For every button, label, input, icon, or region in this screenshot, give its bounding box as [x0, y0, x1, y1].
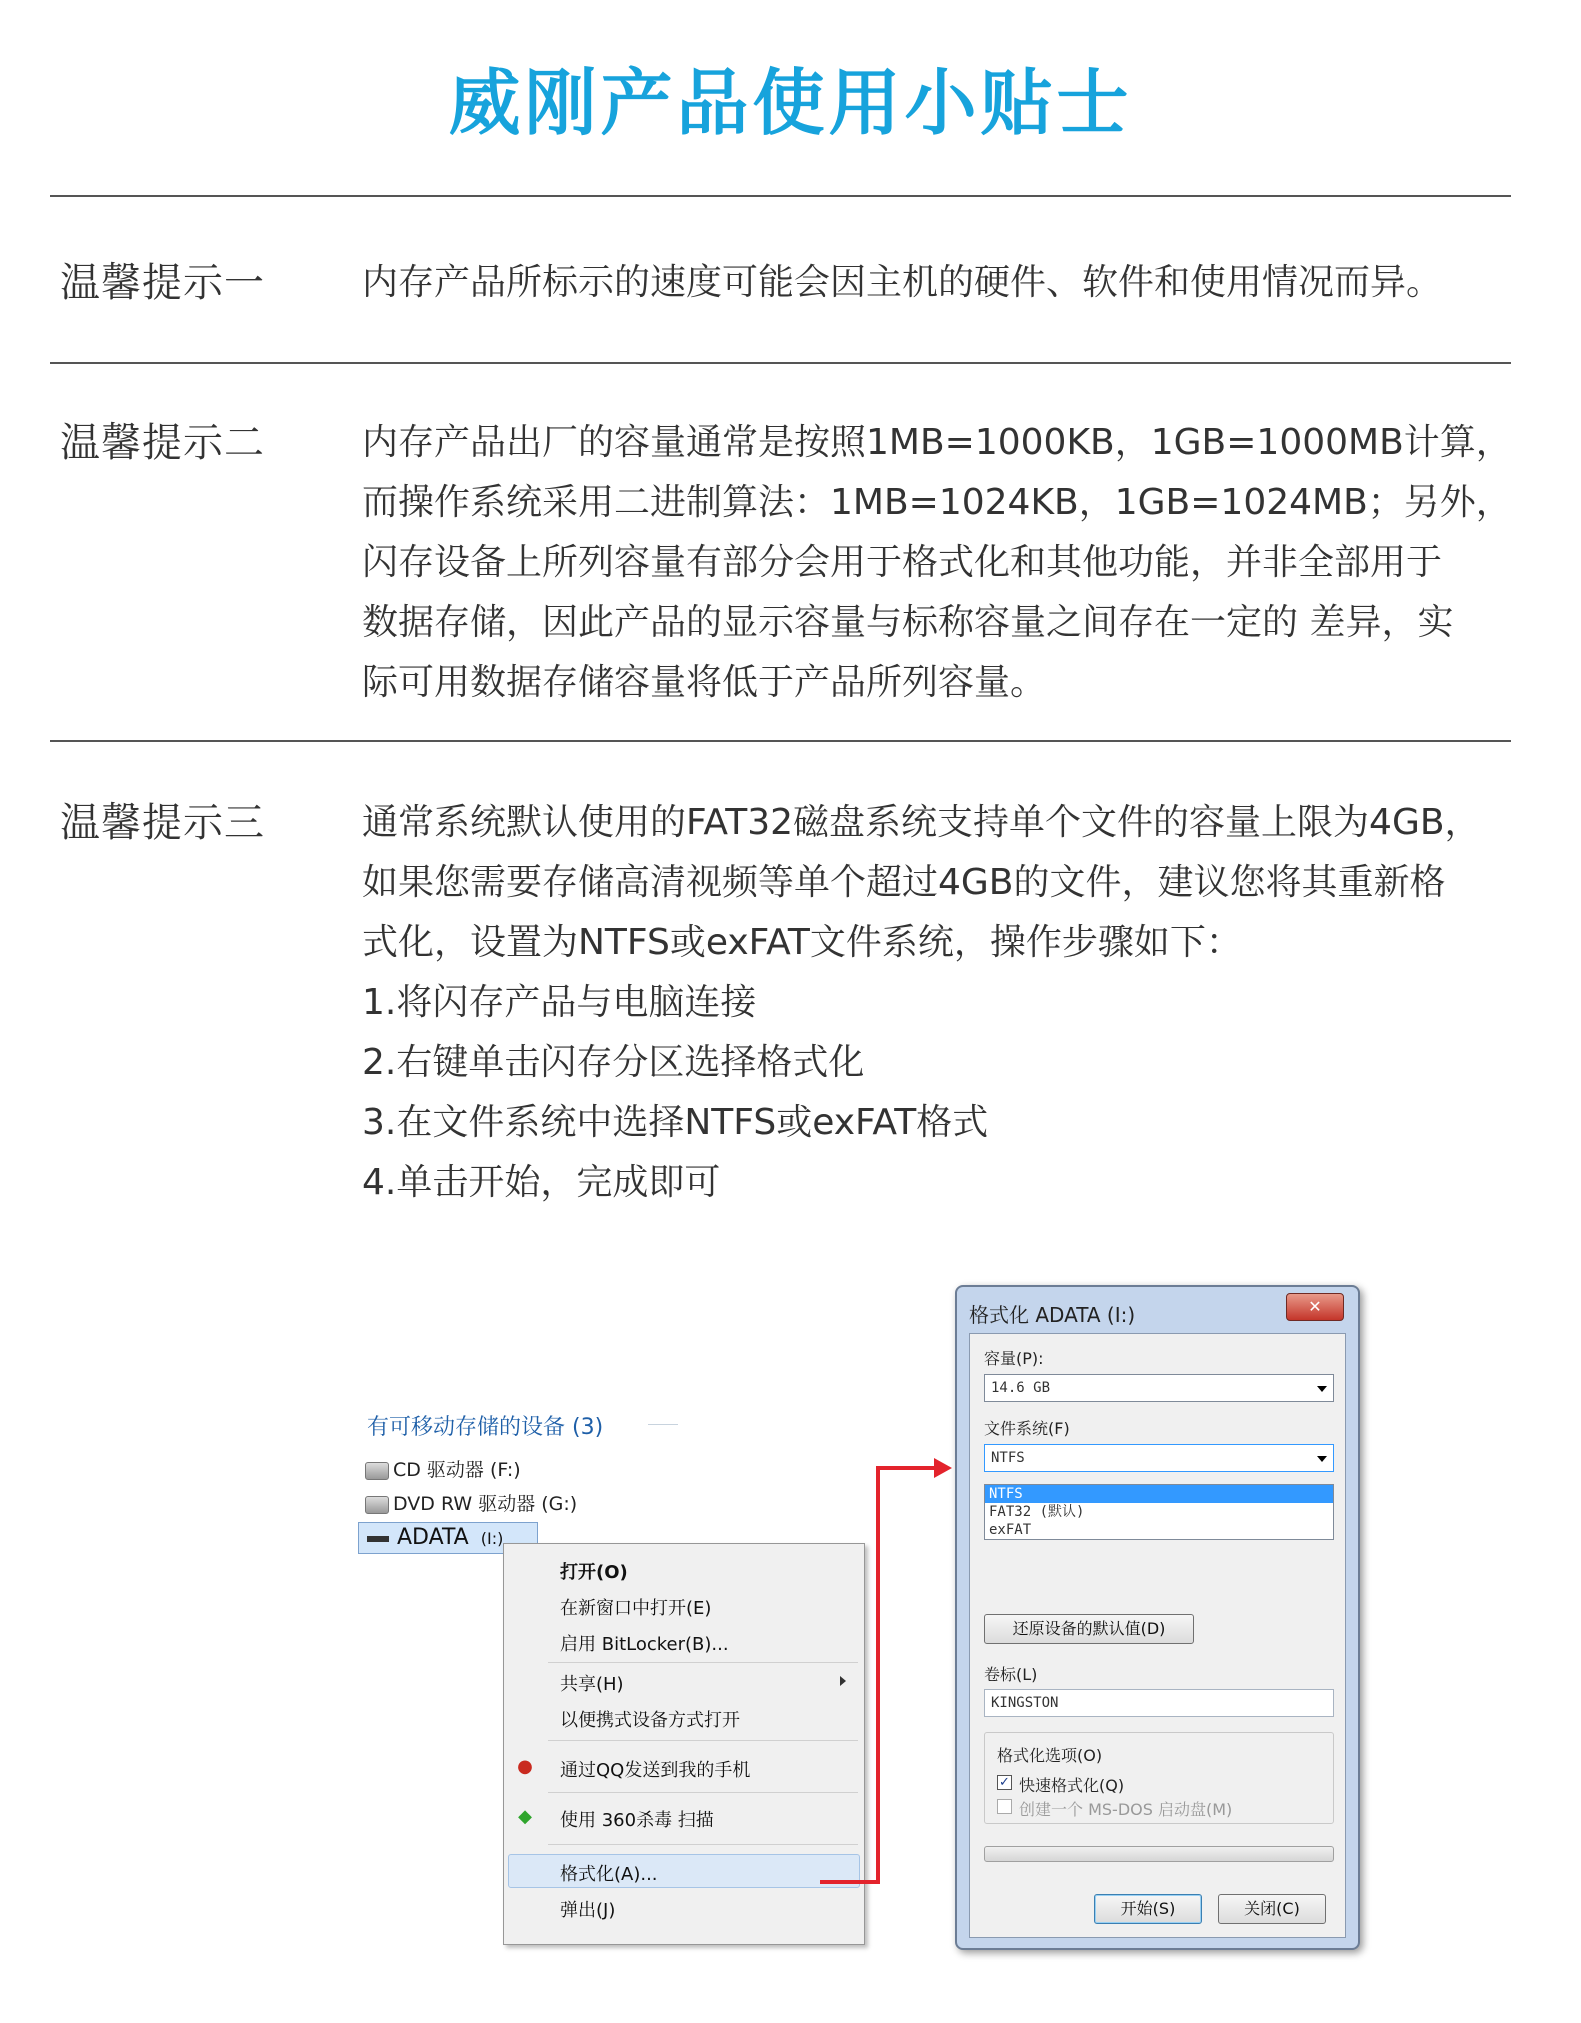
submenu-arrow-icon [840, 1676, 846, 1686]
volume-label-caption: 卷标(L) [984, 1665, 1038, 1684]
fs-option-fat32[interactable]: FAT32 (默认) [989, 1504, 1085, 1520]
chevron-down-icon [1317, 1386, 1327, 1392]
drive-dvd[interactable] [365, 1489, 577, 1516]
cd-drive-icon [365, 1462, 389, 1480]
page-title: 威刚产品使用小贴士 [448, 61, 1133, 145]
volume-label-input[interactable]: KINGSTON [984, 1689, 1334, 1717]
tip-2-line: 数据存储，因此产品的显示容量与标称容量之间存在一定的 差异，实 [362, 602, 1454, 643]
format-progress-bar [984, 1846, 1334, 1862]
qq-icon: ● [517, 1756, 533, 1777]
drive-cd[interactable] [365, 1455, 521, 1482]
filesystem-label: 文件系统(F) [984, 1419, 1070, 1438]
tip-2-label: 温馨提示二 [60, 420, 265, 466]
tip-2-body [362, 413, 1562, 713]
drive-label: CD 驱动器 (F:) [393, 1459, 521, 1481]
close-button[interactable]: 关闭(C) [1218, 1894, 1326, 1924]
menu-item-format[interactable]: 格式化(A)... [560, 1864, 658, 1885]
msdos-disk-checkbox[interactable] [997, 1799, 1012, 1814]
start-button[interactable]: 开始(S) [1094, 1894, 1202, 1924]
tip-2-line: 闪存设备上所列容量有部分会用于格式化和其他功能，并非全部用于 [362, 542, 1443, 583]
menu-separator [548, 1792, 858, 1793]
tip-1-body [362, 253, 1562, 313]
menu-item-portable[interactable]: 以便携式设备方式打开 [560, 1710, 740, 1731]
close-icon[interactable]: ✕ [1286, 1293, 1344, 1321]
menu-item-bitlocker[interactable]: 启用 BitLocker(B)... [560, 1634, 729, 1655]
menu-item-share[interactable]: 共享(H) [560, 1674, 624, 1695]
drive-label: DVD RW 驱动器 (G:) [393, 1493, 578, 1515]
format-options-label: 格式化选项(O) [997, 1746, 1103, 1765]
tip-1-line: 内存产品所标示的速度可能会因主机的硬件、软件和使用情况而异。 [362, 262, 1443, 303]
capacity-label: 容量(P): [984, 1349, 1044, 1368]
format-dialog [955, 1285, 1360, 1950]
menu-item-qq[interactable]: 通过QQ发送到我的手机 [560, 1760, 751, 1781]
shield-icon: ◆ [518, 1806, 532, 1827]
chevron-down-icon [1317, 1456, 1327, 1462]
dialog-body [969, 1333, 1346, 1938]
capacity-select[interactable] [984, 1374, 1334, 1402]
tip-3-line: 通常系统默认使用的FAT32磁盘系统支持单个文件的容量上限为4GB， [362, 802, 1481, 843]
divider [50, 362, 1511, 364]
tip-3-line: 式化，设置为NTFS或exFAT文件系统，操作步骤如下： [362, 922, 1242, 963]
menu-separator [548, 1662, 858, 1663]
tip-2-line: 内存产品出厂的容量通常是按照1MB=1000KB，1GB=1000MB计算， [362, 422, 1512, 463]
capacity-value: 14.6 GB [991, 1380, 1051, 1396]
divider [50, 195, 1511, 197]
menu-item-eject[interactable]: 弹出(J) [560, 1900, 616, 1921]
dvd-drive-icon [365, 1496, 389, 1514]
drive-name: ADATA [397, 1525, 469, 1550]
filesystem-value: NTFS [991, 1450, 1025, 1466]
tip-2-line: 际可用数据存储容量将低于产品所列容量。 [362, 662, 1047, 703]
tip-1-label: 温馨提示一 [60, 260, 265, 306]
tip-3-label: 温馨提示三 [60, 800, 265, 846]
quick-format-label: 快速格式化(Q) [1019, 1776, 1125, 1795]
msdos-disk-label: 创建一个 MS-DOS 启动盘(M) [1019, 1800, 1233, 1819]
quick-format-checkbox[interactable]: ✓ [997, 1775, 1012, 1790]
filesystem-select[interactable] [984, 1444, 1334, 1472]
context-menu [503, 1543, 865, 1945]
usb-drive-icon [367, 1536, 389, 1542]
menu-item-360-scan[interactable]: 使用 360杀毒 扫描 [560, 1810, 714, 1831]
fs-option-ntfs[interactable]: NTFS [985, 1485, 1333, 1503]
devices-header: 有可移动存储的设备 (3) [367, 1415, 604, 1440]
format-options-group [984, 1732, 1334, 1824]
tip-2-line: 而操作系统采用二进制算法：1MB=1024KB，1GB=1024MB；另外， [362, 482, 1512, 523]
fs-option-exfat[interactable]: exFAT [989, 1522, 1032, 1538]
menu-separator [548, 1740, 858, 1741]
menu-item-open[interactable]: 打开(O) [560, 1562, 628, 1583]
tip-3-body [362, 793, 1562, 1213]
tip-3-step: 2.右键单击闪存分区选择格式化 [362, 1042, 865, 1083]
restore-defaults-button[interactable]: 还原设备的默认值(D) [984, 1614, 1194, 1644]
menu-separator [548, 1844, 858, 1845]
tip-3-step: 4.单击开始，完成即可 [362, 1162, 721, 1203]
tip-3-step: 1.将闪存产品与电脑连接 [362, 982, 757, 1023]
tip-3-line: 如果您需要存储高清视频等单个超过4GB的文件，建议您将其重新格 [362, 862, 1446, 903]
arrowhead-icon [934, 1458, 952, 1478]
menu-item-open-new-window[interactable]: 在新窗口中打开(E) [560, 1598, 712, 1619]
drive-letter: (I:) [480, 1529, 504, 1548]
header-line [648, 1424, 678, 1425]
divider [50, 740, 1511, 742]
filesystem-dropdown [984, 1484, 1334, 1540]
dialog-title: 格式化 ADATA (I:) [969, 1303, 1136, 1327]
tip-3-step: 3.在文件系统中选择NTFS或exFAT格式 [362, 1102, 989, 1143]
